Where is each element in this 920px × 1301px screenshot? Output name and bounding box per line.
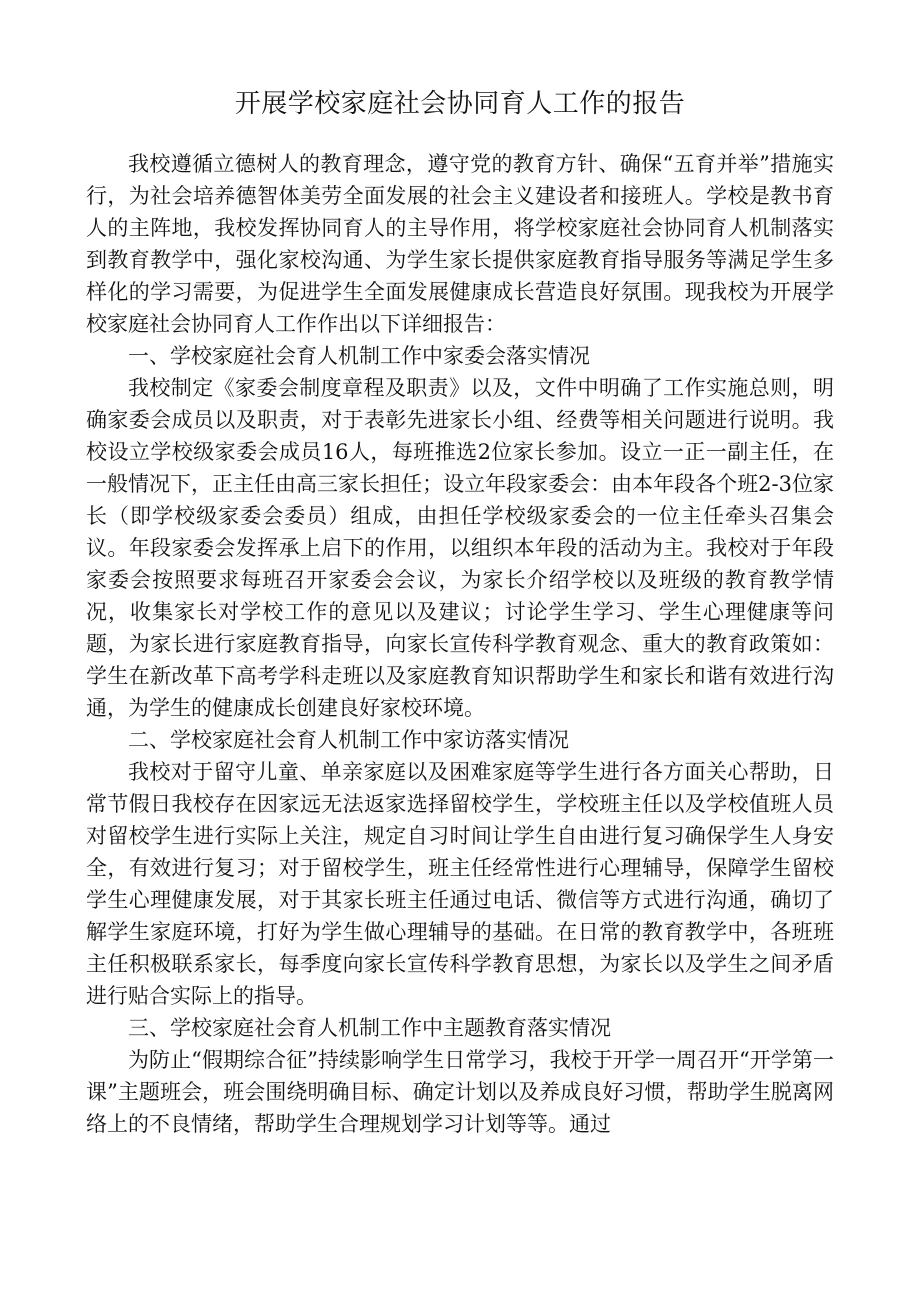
document-title: 开展学校家庭社会协同育人工作的报告 — [234, 89, 686, 119]
section-heading-3: 三、学校家庭社会育人机制工作中主题教育落实情况 — [128, 1016, 611, 1040]
section-heading-1: 一、学校家庭社会育人机制工作中家委会落实情况 — [128, 344, 590, 368]
section-paragraph-3: 为防止“假期综合征”持续影响学生日常学习，我校于开学一周召开“开学第一课”主题班会，班会围绕明确目标、确定计划以及养成良好习惯，帮助学生脱离网络上的不良情绪，帮助学生合理规划学习计划等等。通过 — [86, 1048, 834, 1136]
document-body — [86, 148, 834, 1140]
section-paragraph-2: 我校对于留守儿童、单亲家庭以及困难家庭等学生进行各方面关心帮助，日常节假日我校存在因家远无法返家选择留校学生，学校班主任以及学校值班人员对留校学生进行实际上关注，规定自习时间让学生自由进行复习确保学生人身安全，有效进行复习；对于留校学生，班主任经常性进行心理辅导，保障学生留校学生心理健康发展，对于其家长班主任通过电话、微信等方式进行沟通，确切了解学生家庭环境，打好为学生做心理辅导的基础。在日常的教育教学中，各班班主任积极联系家长，每季度向家长宣传科学教育思想，为家长以及学生之间矛盾进行贴合实际上的指导。 — [86, 760, 834, 1008]
section-heading-2: 二、学校家庭社会育人机制工作中家访落实情况 — [128, 728, 569, 752]
section-paragraph-1: 我校制定《家委会制度章程及职责》以及，文件中明确了工作实施总则，明确家委会成员以及职责，对于表彰先进家长小组、经费等相关问题进行说明。我校设立学校级家委会成员16人，每班推选2位家长参加。设立一正一副主任，在一般情况下，正主任由高三家长担任；设立年段家委会：由本年段各个班2-3位家长（即学校级家委会委员）组成，由担任学校级家委会的一位主任牵头召集会议。年段家委会发挥承上启下的作用，以组织本年段的活动为主。我校对于年段家委会按照要求每班召开家委会会议，为家长介绍学校以及班级的教育教学情况，收集家长对学校工作的意见以及建议；讨论学生学习、学生心理健康等问题，为家长进行家庭教育指导，向家长宣传科学教育观念、重大的教育政策如：学生在新改革下高考学科走班以及家庭教育知识帮助学生和家长和谐有效进行沟通，为学生的健康成长创建良好家校环境。 — [86, 376, 834, 720]
intro-paragraph: 我校遵循立德树人的教育理念，遵守党的教育方针、确保“五育并举”措施实行，为社会培养德智体美劳全面发展的社会主义建设者和接班人。学校是教书育人的主阵地，我校发挥协同育人的主导作用，将学校家庭社会协同育人机制落实到教育教学中，强化家校沟通、为学生家长提供家庭教育指导服务等满足学生多样化的学习需要，为促进学生全面发展健康成长营造良好氛围。现我校为开展学校家庭社会协同育人工作作出以下详细报告： — [86, 152, 834, 336]
